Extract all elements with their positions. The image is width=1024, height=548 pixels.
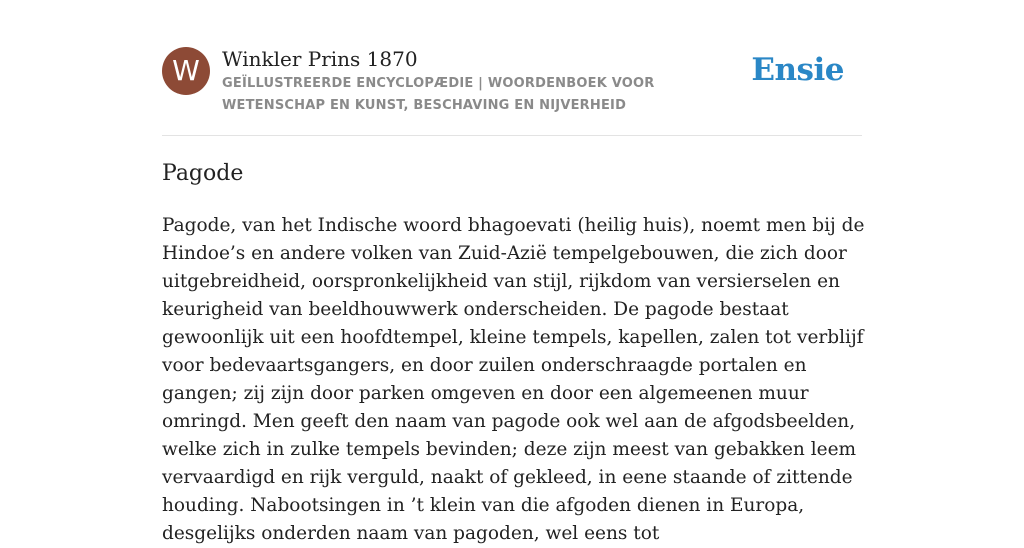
source-avatar[interactable]: W — [162, 47, 210, 95]
article-body: Pagode, van het Indische woord bhagoevati (heilig huis), noemt men bij de Hindoe’s en andere volken van Zuid-Azië tempelgebouwen, die zich door uitgebreidheid, oorspronkelijkheid van stijl, rijkdom van versierselen en keurigheid van beeldhouwwerk onderscheiden. De pagode bestaat gewoonlijk uit een hoofdtempel, kleine tempels, kapellen, zalen tot verblijf voor bedevaartsgangers, en door zuilen onderschraagde portalen en gangen; zij zijn door parken omgeven en door een algemeenen muur omringd. Men geeft den naam van pagode ook wel aan de afgodsbeelden, welke zich in zulke tempels bevinden; deze zijn meest van gebakken leem vervaardigd en rijk verguld, naakt of gekleed, in eene staande of zittende houding. Nabootsingen in ’t klein van die afgoden dienen in Europa, desgelijks onderden naam van pagoden, wel eens tot — [162, 215, 865, 544]
source-title[interactable]: Winkler Prins 1870 — [222, 47, 418, 71]
source-subtitle: GEÏLLUSTREERDE ENCYCLOPÆDIE | WOORDENBOEK VOOR WETENSCHAP EN KUNST, BESCHAVING EN NIJVERHEID — [222, 76, 655, 113]
article-title: Pagode — [162, 161, 244, 186]
ensie-logo[interactable]: Ensie — [751, 52, 844, 88]
source-header — [162, 44, 862, 136]
